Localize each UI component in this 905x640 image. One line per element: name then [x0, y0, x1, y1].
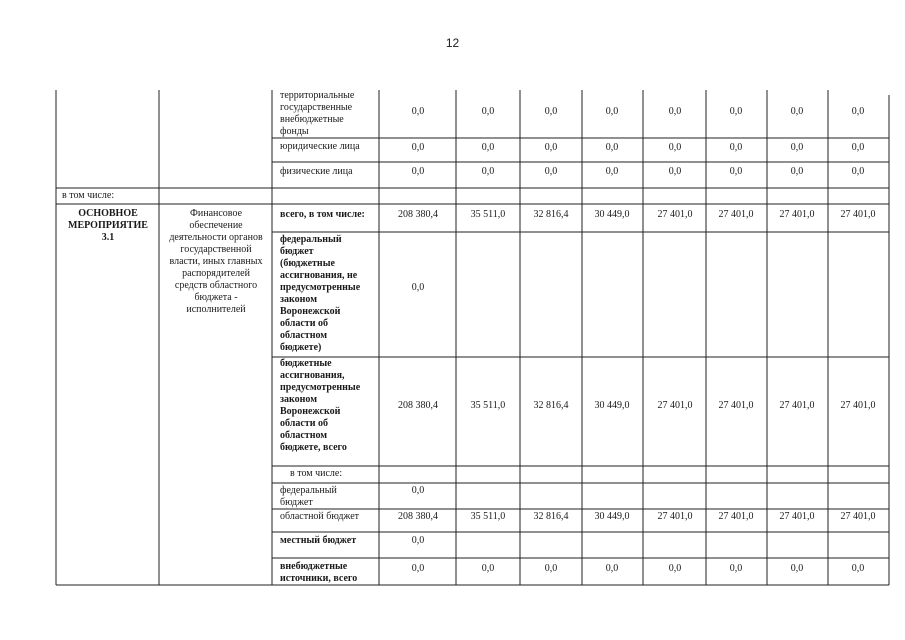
cell: 30 449,0	[594, 400, 630, 411]
cell: 0,0	[729, 106, 743, 117]
cell: 0,0	[790, 106, 804, 117]
cell: 0,0	[668, 142, 682, 153]
cell: 27 401,0	[779, 209, 815, 220]
cell: 27 401,0	[840, 400, 876, 411]
row-label-individuals: физические лица	[280, 166, 353, 177]
cell: 0,0	[411, 535, 425, 546]
cell: 27 401,0	[657, 209, 693, 220]
row-label-total: всего, в том числе:	[280, 209, 365, 220]
cell: 27 401,0	[718, 511, 754, 522]
row-label-territorial: территориальные государственные внебюджетные фонды	[280, 90, 355, 137]
cell: 35 511,0	[470, 400, 506, 411]
cell: 0,0	[729, 563, 743, 574]
cell: 0,0	[851, 563, 865, 574]
cell: 32 816,4	[533, 400, 569, 411]
cell: 0,0	[411, 282, 425, 293]
cell: 0,0	[544, 142, 558, 153]
cell: 0,0	[729, 142, 743, 153]
cell: 0,0	[790, 166, 804, 177]
cell: 0,0	[729, 166, 743, 177]
row-label-federal-unplanned: федеральный бюджет (бюджетные ассигнования, не предусмотренные законом Воронежской области об областном бюджете)	[280, 234, 361, 353]
cell: 0,0	[668, 563, 682, 574]
cell: 27 401,0	[657, 400, 693, 411]
measure-description: Финансовое обеспечение деятельности органов государственной власти, иных главных распорядителей средств областного бюджета - исполнителей	[169, 208, 263, 315]
cell: 0,0	[851, 142, 865, 153]
cell: 0,0	[544, 563, 558, 574]
including-label: в том числе:	[62, 190, 115, 201]
cell: 0,0	[544, 106, 558, 117]
including-label-2: в том числе:	[290, 468, 343, 479]
cell: 30 449,0	[594, 511, 630, 522]
cell: 27 401,0	[657, 511, 693, 522]
cell: 0,0	[481, 142, 495, 153]
cell: 0,0	[481, 106, 495, 117]
cell: 27 401,0	[718, 209, 754, 220]
cell: 30 449,0	[594, 209, 630, 220]
cell: 0,0	[411, 166, 425, 177]
cell: 0,0	[851, 166, 865, 177]
cell: 0,0	[605, 106, 619, 117]
cell: 208 380,4	[398, 400, 438, 411]
cell: 27 401,0	[779, 400, 815, 411]
cell: 27 401,0	[840, 511, 876, 522]
cell: 208 380,4	[398, 209, 438, 220]
measure-name: ОСНОВНОЕ МЕРОПРИЯТИЕ 3.1	[68, 208, 148, 243]
cell: 208 380,4	[398, 511, 438, 522]
cell: 0,0	[605, 166, 619, 177]
cell: 0,0	[851, 106, 865, 117]
row-label-legal: юридические лица	[280, 141, 360, 152]
row-label-federal: федеральный бюджет	[280, 485, 337, 508]
cell: 32 816,4	[533, 511, 569, 522]
cell: 0,0	[411, 142, 425, 153]
cell: 0,0	[790, 563, 804, 574]
page-number: 12	[445, 36, 460, 50]
cell: 0,0	[790, 142, 804, 153]
cell: 0,0	[605, 142, 619, 153]
cell: 0,0	[481, 166, 495, 177]
cell: 27 401,0	[718, 400, 754, 411]
cell: 32 816,4	[533, 209, 569, 220]
cell: 27 401,0	[840, 209, 876, 220]
cell: 0,0	[544, 166, 558, 177]
cell: 0,0	[411, 563, 425, 574]
row-label-regional: областной бюджет	[280, 511, 360, 522]
row-label-budget-assigned: бюджетные ассигнования, предусмотренные законом Воронежской области об областном бюджете, всего	[280, 358, 361, 453]
cell: 0,0	[481, 563, 495, 574]
row-label-extra: внебюджетные источники, всего	[280, 561, 358, 584]
cell: 0,0	[411, 106, 425, 117]
cell: 0,0	[668, 106, 682, 117]
cell: 35 511,0	[470, 511, 506, 522]
cell: 0,0	[605, 563, 619, 574]
cell: 27 401,0	[779, 511, 815, 522]
cell: 0,0	[411, 485, 425, 496]
cell: 35 511,0	[470, 209, 506, 220]
row-label-local: местный бюджет	[280, 535, 357, 546]
cell: 0,0	[668, 166, 682, 177]
